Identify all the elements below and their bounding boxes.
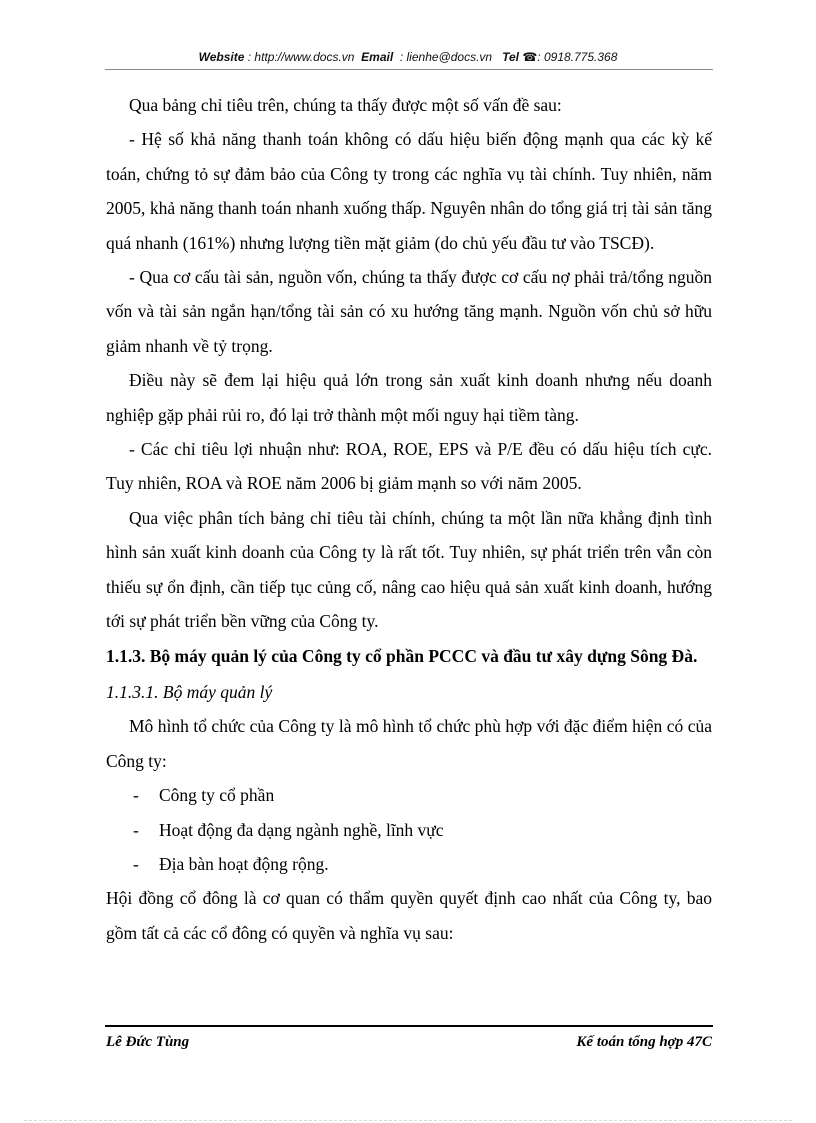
footer-divider xyxy=(105,1025,713,1027)
dash-bullet: - xyxy=(133,819,139,840)
paragraph: Qua việc phân tích bảng chỉ tiêu tài chính, chúng ta một lần nữa khẳng định tình hình sản xuất kinh doanh của Công ty là rất tốt. Tuy nhiên, sự phát triển trên vẫn còn thiếu sự ổn định, cần tiếp tục củng cố, nâng cao hiệu quả sản xuất kinh doanh, hướng tới sự phát triển bền vững của Công ty. xyxy=(106,507,712,632)
paragraph: - Hệ số khả năng thanh toán không có dấu hiệu biến động mạnh qua các kỳ kế toán, chứng tỏ sự đảm bảo của Công ty trong các nghĩa vụ tài chính. Tuy nhiên, năm 2005, khả năng thanh toán nhanh xuống thấp. Nguyên nhân do tổng giá trị tài sản tăng quá nhanh (161%) nhưng lượng tiền mặt giảm (do chủ yếu đầu tư vào TSCĐ). xyxy=(106,129,712,253)
list-item: - Địa bàn hoạt động rộng. xyxy=(106,847,712,881)
paragraph: Mô hình tổ chức của Công ty là mô hình tổ chức phù hợp với đặc điểm hiện có của Công ty: xyxy=(106,716,712,771)
page-edge xyxy=(24,1120,792,1121)
paragraph: Qua bảng chỉ tiêu trên, chúng ta thấy được một số vấn đề sau: xyxy=(129,95,562,115)
paragraph: Điều này sẽ đem lại hiệu quả lớn trong sản xuất kinh doanh nhưng nếu doanh nghiệp gặp phải rủi ro, đó lại trở thành một mối nguy hại tiềm tàng. xyxy=(106,370,712,425)
footer-department: Kế toán tổng hợp 47C xyxy=(576,1034,712,1050)
email-value: : lienhe@docs.vn xyxy=(399,50,493,64)
subsection-heading: 1.1.3.1. Bộ máy quản lý xyxy=(106,681,273,702)
paragraph: Hội đồng cổ đông là cơ quan có thẩm quyền quyết định cao nhất của Công ty, bao gồm tất cả các cổ đông có quyền và nghĩa vụ sau: xyxy=(106,888,712,943)
email-label: Email xyxy=(361,50,394,64)
footer-author: Lê Đức Tùng xyxy=(106,1034,190,1050)
document-body xyxy=(106,88,712,950)
bullet-list xyxy=(106,778,712,881)
website-value: : http://www.docs.vn xyxy=(247,50,355,64)
list-item: - Hoạt động đa dạng ngành nghề, lĩnh vực xyxy=(106,813,712,847)
paragraph: - Các chỉ tiêu lợi nhuận như: ROA, ROE, EPS và P/E đều có dấu hiệu tích cực. Tuy nhiên, ROA và ROE năm 2006 bị giảm mạnh so với năm 2005. xyxy=(106,439,712,494)
paragraph: - Qua cơ cấu tài sản, nguồn vốn, chúng ta thấy được cơ cấu nợ phải trả/tổng nguồn vốn và tài sản ngắn hạn/tổng tài sản có xu hướng tăng mạnh. Nguồn vốn chủ sở hữu giảm nhanh về tỷ trọng. xyxy=(106,267,712,356)
header-divider xyxy=(105,69,713,70)
page-header xyxy=(0,50,816,64)
website-label: Website xyxy=(198,50,245,64)
list-item: - Công ty cổ phần xyxy=(106,778,712,812)
dash-bullet: - xyxy=(133,853,139,874)
section-heading: 1.1.3. Bộ máy quản lý của Công ty cổ phần PCCC và đầu tư xây dựng Sông Đà. xyxy=(106,645,698,666)
tel-label: Tel xyxy=(502,50,519,64)
tel-value: : 0918.775.368 xyxy=(537,50,618,64)
phone-icon: ☎ xyxy=(522,50,538,64)
dash-bullet: - xyxy=(133,785,139,806)
